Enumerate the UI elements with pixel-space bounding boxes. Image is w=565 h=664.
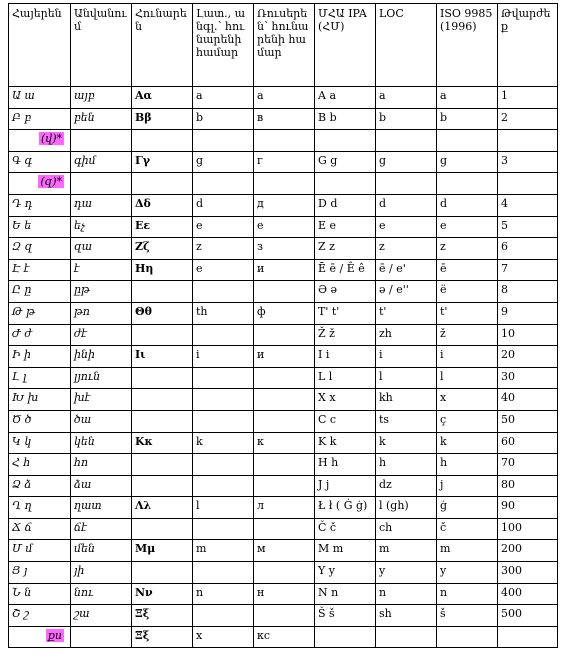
iso-cell: h <box>437 454 498 476</box>
russian-cell <box>254 130 315 152</box>
armenian-letter-cell: Ճ ճ <box>9 518 71 540</box>
iso-cell: m <box>437 540 498 562</box>
numeric-value-cell: 1 <box>498 87 558 109</box>
ipa-cell: Y y <box>315 562 376 584</box>
armenian-letter-cell: Զ զ <box>9 238 71 260</box>
latin-english-cell: m <box>193 540 254 562</box>
loc-cell: ch <box>376 518 437 540</box>
header-row <box>9 4 558 87</box>
russian-cell <box>254 475 315 497</box>
letter-name-cell: ժէ <box>71 324 132 346</box>
letter-name-cell: է <box>71 259 132 281</box>
header-greek: Հունարեն <box>132 4 193 87</box>
table-row <box>9 346 558 368</box>
armenian-letter-cell: Մ մ <box>9 540 71 562</box>
numeric-value-cell <box>498 626 558 648</box>
iso-cell <box>437 130 498 152</box>
numeric-value-cell: 2 <box>498 108 558 130</box>
numeric-value-cell: 6 <box>498 238 558 260</box>
iso-cell: x <box>437 389 498 411</box>
letter-name-cell: ձա <box>71 475 132 497</box>
letter-name-cell: եչ <box>71 216 132 238</box>
loc-cell: g <box>376 151 437 173</box>
greek-letter-cell <box>132 475 193 497</box>
numeric-value-cell: 200 <box>498 540 558 562</box>
numeric-value-cell: 10 <box>498 324 558 346</box>
iso-cell: e <box>437 216 498 238</box>
highlighted-note: (վ)* <box>40 132 62 146</box>
table-row <box>9 173 558 195</box>
ipa-cell: K k <box>315 432 376 454</box>
greek-letter-cell <box>132 518 193 540</box>
armenian-letter-cell <box>9 173 71 195</box>
loc-cell: n <box>376 583 437 605</box>
numeric-value-cell: 50 <box>498 410 558 432</box>
table-row <box>9 194 558 216</box>
letter-name-cell: խէ <box>71 389 132 411</box>
russian-cell: кс <box>254 626 315 648</box>
header-latin-english: Լատ., անգլ.՝ հունարենի համար <box>193 4 254 87</box>
armenian-letter-cell: Խ խ <box>9 389 71 411</box>
loc-cell: l <box>376 367 437 389</box>
numeric-value-cell: 40 <box>498 389 558 411</box>
letter-name-cell: բեն <box>71 108 132 130</box>
letter-name-cell: այբ <box>71 87 132 109</box>
table-row <box>9 259 558 281</box>
armenian-letter-cell: Ղ ղ <box>9 497 71 519</box>
table-row <box>9 562 558 584</box>
table-row <box>9 540 558 562</box>
latin-english-cell: x <box>193 626 254 648</box>
armenian-letter-cell: Թ թ <box>9 302 71 324</box>
loc-cell: y <box>376 562 437 584</box>
armenian-letter-cell: Գ գ <box>9 151 71 173</box>
russian-cell <box>254 281 315 303</box>
latin-english-cell: g <box>193 151 254 173</box>
loc-cell: l (gh) <box>376 497 437 519</box>
letter-name-cell: մեն <box>71 540 132 562</box>
latin-english-cell: a <box>193 87 254 109</box>
russian-cell: л <box>254 497 315 519</box>
iso-cell: y <box>437 562 498 584</box>
ipa-cell <box>315 626 376 648</box>
armenian-letter-cell <box>9 130 71 152</box>
ipa-cell: Č č <box>315 518 376 540</box>
table-row <box>9 518 558 540</box>
greek-letter-cell <box>132 324 193 346</box>
numeric-value-cell: 70 <box>498 454 558 476</box>
greek-letter-cell: Νν <box>132 583 193 605</box>
numeric-value-cell: 90 <box>498 497 558 519</box>
latin-english-cell: n <box>193 583 254 605</box>
loc-cell: dz <box>376 475 437 497</box>
header-loc: LOC <box>376 4 437 87</box>
greek-letter-cell <box>132 410 193 432</box>
loc-cell <box>376 130 437 152</box>
iso-cell: z <box>437 238 498 260</box>
loc-cell <box>376 173 437 195</box>
iso-cell: ž <box>437 324 498 346</box>
ipa-cell: M m <box>315 540 376 562</box>
latin-english-cell <box>193 410 254 432</box>
letter-name-cell <box>71 173 132 195</box>
latin-english-cell: e <box>193 216 254 238</box>
ipa-cell: Ž ž <box>315 324 376 346</box>
armenian-letter-cell: Դ դ <box>9 194 71 216</box>
loc-cell: ts <box>376 410 437 432</box>
russian-cell <box>254 389 315 411</box>
letter-name-cell: ճէ <box>71 518 132 540</box>
greek-letter-cell <box>132 389 193 411</box>
ipa-cell: D d <box>315 194 376 216</box>
greek-letter-cell: Μμ <box>132 540 193 562</box>
armenian-letter-cell: Է է <box>9 259 71 281</box>
loc-cell: z <box>376 238 437 260</box>
russian-cell <box>254 410 315 432</box>
table-body <box>9 87 558 648</box>
armenian-letter-cell: Շ շ <box>9 605 71 627</box>
numeric-value-cell: 500 <box>498 605 558 627</box>
letter-name-cell: հո <box>71 454 132 476</box>
loc-cell: m <box>376 540 437 562</box>
header-armenian: Հայերեն <box>9 4 71 87</box>
ipa-cell: X x <box>315 389 376 411</box>
greek-letter-cell <box>132 367 193 389</box>
latin-english-cell <box>193 173 254 195</box>
numeric-value-cell: 400 <box>498 583 558 605</box>
numeric-value-cell: 3 <box>498 151 558 173</box>
armenian-letter-cell: Ա ա <box>9 87 71 109</box>
russian-cell <box>254 367 315 389</box>
letter-name-cell: շա <box>71 605 132 627</box>
ipa-cell: Ł ł ( Ġ ġ) <box>315 497 376 519</box>
iso-cell: g <box>437 151 498 173</box>
russian-cell <box>254 562 315 584</box>
russian-cell: и <box>254 346 315 368</box>
latin-english-cell: d <box>193 194 254 216</box>
greek-letter-cell <box>132 130 193 152</box>
table-row <box>9 238 558 260</box>
ipa-cell <box>315 130 376 152</box>
ipa-cell: B b <box>315 108 376 130</box>
ipa-cell: Š š <box>315 605 376 627</box>
russian-cell: з <box>254 238 315 260</box>
armenian-letter-cell <box>9 626 71 648</box>
loc-cell: i <box>376 346 437 368</box>
loc-cell: ē / e' <box>376 259 437 281</box>
letter-name-cell: ինի <box>71 346 132 368</box>
numeric-value-cell: 4 <box>498 194 558 216</box>
greek-letter-cell: Δδ <box>132 194 193 216</box>
table-row <box>9 475 558 497</box>
ipa-cell: Ə ə <box>315 281 376 303</box>
armenian-letter-cell: Լ լ <box>9 367 71 389</box>
letter-name-cell: ղատ <box>71 497 132 519</box>
armenian-letter-cell: Ժ ժ <box>9 324 71 346</box>
greek-letter-cell: Θθ <box>132 302 193 324</box>
latin-english-cell: k <box>193 432 254 454</box>
ipa-cell: T' t' <box>315 302 376 324</box>
table-row <box>9 410 558 432</box>
header-numeric-value: Թվարժեք <box>498 4 558 87</box>
russian-cell: к <box>254 432 315 454</box>
loc-cell: kh <box>376 389 437 411</box>
iso-cell: č <box>437 518 498 540</box>
letter-name-cell <box>71 130 132 152</box>
latin-english-cell <box>193 475 254 497</box>
highlighted-note: քս <box>47 628 62 642</box>
letter-name-cell: ծա <box>71 410 132 432</box>
armenian-letter-cell: Ն ն <box>9 583 71 605</box>
numeric-value-cell: 60 <box>498 432 558 454</box>
russian-cell <box>254 454 315 476</box>
loc-cell: d <box>376 194 437 216</box>
numeric-value-cell <box>498 173 558 195</box>
greek-letter-cell: Ζζ <box>132 238 193 260</box>
table-row <box>9 108 558 130</box>
header-name: Անվանում <box>71 4 132 87</box>
header-ipa: ՄՀԱ IPA (ՀՄ) <box>315 4 376 87</box>
ipa-cell: Z z <box>315 238 376 260</box>
numeric-value-cell: 9 <box>498 302 558 324</box>
letter-name-cell: լյուն <box>71 367 132 389</box>
latin-english-cell <box>193 281 254 303</box>
ipa-cell: I i <box>315 346 376 368</box>
greek-letter-cell: Ββ <box>132 108 193 130</box>
greek-letter-cell: Λλ <box>132 497 193 519</box>
table-row <box>9 216 558 238</box>
greek-letter-cell: Ιι <box>132 346 193 368</box>
armenian-letter-cell: Ի ի <box>9 346 71 368</box>
latin-english-cell <box>193 389 254 411</box>
table-row <box>9 497 558 519</box>
alphabet-table <box>8 3 558 648</box>
loc-cell <box>376 626 437 648</box>
numeric-value-cell: 5 <box>498 216 558 238</box>
ipa-cell: E e <box>315 216 376 238</box>
russian-cell <box>254 605 315 627</box>
table-row <box>9 583 558 605</box>
numeric-value-cell: 300 <box>498 562 558 584</box>
table-row <box>9 324 558 346</box>
greek-letter-cell: Εε <box>132 216 193 238</box>
ipa-cell <box>315 173 376 195</box>
table-row <box>9 626 558 648</box>
armenian-letter-cell: Յ յ <box>9 562 71 584</box>
ipa-cell: A a <box>315 87 376 109</box>
numeric-value-cell: 100 <box>498 518 558 540</box>
iso-cell: a <box>437 87 498 109</box>
greek-letter-cell: Αα <box>132 87 193 109</box>
iso-cell: š <box>437 605 498 627</box>
numeric-value-cell: 20 <box>498 346 558 368</box>
greek-letter-cell <box>132 173 193 195</box>
armenian-letter-cell: Կ կ <box>9 432 71 454</box>
letter-name-cell: գիմ <box>71 151 132 173</box>
table-row <box>9 389 558 411</box>
ipa-cell: H h <box>315 454 376 476</box>
latin-english-cell: l <box>193 497 254 519</box>
armenian-letter-cell: Ե ե <box>9 216 71 238</box>
iso-cell: k <box>437 432 498 454</box>
ipa-cell: C c <box>315 410 376 432</box>
loc-cell: b <box>376 108 437 130</box>
numeric-value-cell: 8 <box>498 281 558 303</box>
numeric-value-cell <box>498 130 558 152</box>
greek-letter-cell <box>132 562 193 584</box>
russian-cell: м <box>254 540 315 562</box>
greek-letter-cell: Ηη <box>132 259 193 281</box>
iso-cell: ç <box>437 410 498 432</box>
latin-english-cell <box>193 130 254 152</box>
table-row <box>9 87 558 109</box>
letter-name-cell: ըթ <box>71 281 132 303</box>
latin-english-cell <box>193 518 254 540</box>
iso-cell: b <box>437 108 498 130</box>
russian-cell: д <box>254 194 315 216</box>
greek-letter-cell: Γγ <box>132 151 193 173</box>
latin-english-cell: b <box>193 108 254 130</box>
ipa-cell: Ē ē / Ê ê <box>315 259 376 281</box>
ipa-cell: L l <box>315 367 376 389</box>
latin-english-cell: th <box>193 302 254 324</box>
latin-english-cell: z <box>193 238 254 260</box>
table-row <box>9 130 558 152</box>
iso-cell <box>437 626 498 648</box>
greek-letter-cell: Κκ <box>132 432 193 454</box>
iso-cell: n <box>437 583 498 605</box>
loc-cell: ə / e'' <box>376 281 437 303</box>
letter-name-cell: թո <box>71 302 132 324</box>
loc-cell: zh <box>376 324 437 346</box>
loc-cell: sh <box>376 605 437 627</box>
greek-letter-cell: Ξξ <box>132 605 193 627</box>
russian-cell: н <box>254 583 315 605</box>
latin-english-cell <box>193 454 254 476</box>
russian-cell: ф <box>254 302 315 324</box>
loc-cell: h <box>376 454 437 476</box>
iso-cell: ë <box>437 281 498 303</box>
letter-name-cell <box>71 626 132 648</box>
loc-cell: e <box>376 216 437 238</box>
loc-cell: a <box>376 87 437 109</box>
greek-letter-cell <box>132 454 193 476</box>
letter-name-cell: նու <box>71 583 132 605</box>
letter-name-cell: զա <box>71 238 132 260</box>
russian-cell: в <box>254 108 315 130</box>
iso-cell: t' <box>437 302 498 324</box>
ipa-cell: N n <box>315 583 376 605</box>
latin-english-cell <box>193 562 254 584</box>
table-row <box>9 302 558 324</box>
ipa-cell: G g <box>315 151 376 173</box>
iso-cell: ē <box>437 259 498 281</box>
loc-cell: t' <box>376 302 437 324</box>
table-row <box>9 605 558 627</box>
table-row <box>9 432 558 454</box>
greek-letter-cell: Ξξ <box>132 626 193 648</box>
numeric-value-cell: 7 <box>498 259 558 281</box>
latin-english-cell <box>193 367 254 389</box>
latin-english-cell <box>193 605 254 627</box>
latin-english-cell <box>193 324 254 346</box>
greek-letter-cell <box>132 281 193 303</box>
ipa-cell: J j <box>315 475 376 497</box>
letter-name-cell: դա <box>71 194 132 216</box>
numeric-value-cell: 80 <box>498 475 558 497</box>
numeric-value-cell: 30 <box>498 367 558 389</box>
loc-cell: k <box>376 432 437 454</box>
latin-english-cell: e <box>193 259 254 281</box>
iso-cell: j <box>437 475 498 497</box>
russian-cell: е <box>254 216 315 238</box>
russian-cell <box>254 518 315 540</box>
russian-cell <box>254 173 315 195</box>
iso-cell: l <box>437 367 498 389</box>
armenian-letter-cell: Բ բ <box>9 108 71 130</box>
letter-name-cell: յի <box>71 562 132 584</box>
russian-cell: и <box>254 259 315 281</box>
table-row <box>9 367 558 389</box>
armenian-letter-cell: Ձ ձ <box>9 475 71 497</box>
table-row <box>9 281 558 303</box>
russian-cell <box>254 324 315 346</box>
iso-cell <box>437 173 498 195</box>
table-row <box>9 454 558 476</box>
iso-cell: ġ <box>437 497 498 519</box>
latin-english-cell: i <box>193 346 254 368</box>
russian-cell: а <box>254 87 315 109</box>
armenian-letter-cell: Ը ը <box>9 281 71 303</box>
armenian-letter-cell: Ծ ծ <box>9 410 71 432</box>
highlighted-note: (զ)* <box>40 175 62 189</box>
iso-cell: i <box>437 346 498 368</box>
header-russian: Ռուսերեն՝ հունարենի համար <box>254 4 315 87</box>
russian-cell: г <box>254 151 315 173</box>
armenian-letter-cell: Հ հ <box>9 454 71 476</box>
letter-name-cell: կեն <box>71 432 132 454</box>
table-row <box>9 151 558 173</box>
header-iso: ISO 9985 (1996) <box>437 4 498 87</box>
iso-cell: d <box>437 194 498 216</box>
